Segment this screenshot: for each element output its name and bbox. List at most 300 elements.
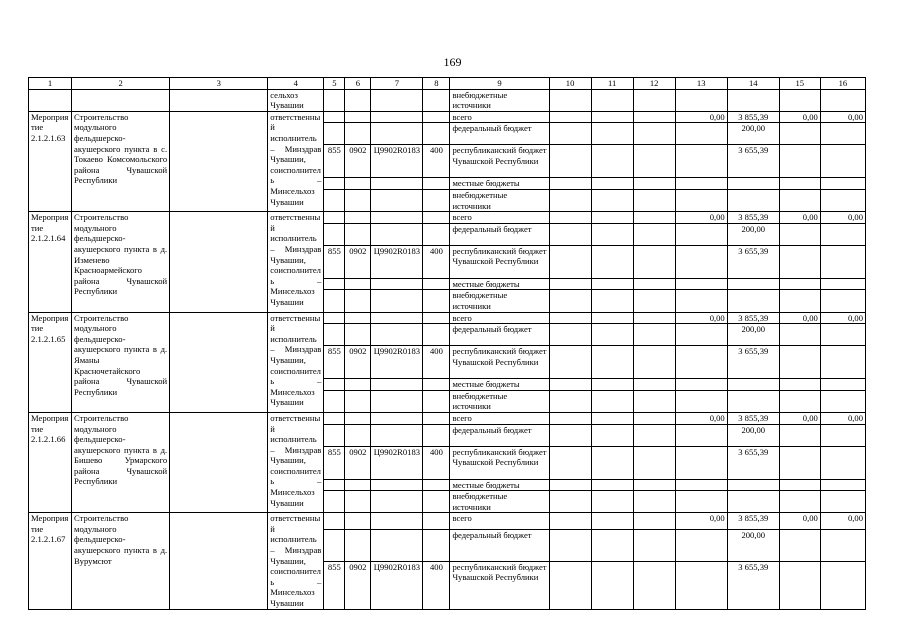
source-cell: республиканский бюджет Чувашской Республики bbox=[450, 561, 549, 609]
grbs-cell bbox=[324, 290, 345, 312]
csr-cell bbox=[371, 379, 423, 391]
value-cell bbox=[675, 123, 727, 145]
table-cell bbox=[675, 89, 727, 111]
column-number-cell: 16 bbox=[820, 78, 865, 90]
grbs-cell bbox=[324, 123, 345, 145]
value-cell bbox=[675, 424, 727, 446]
grbs-cell bbox=[324, 312, 345, 324]
event-title-cell: Строительство модульного фельдшерско-акушерского пункта в д. Вурумсют bbox=[72, 513, 170, 609]
table-row bbox=[29, 513, 866, 530]
vr-cell bbox=[423, 212, 450, 224]
value-cell: 0,00 bbox=[675, 111, 727, 123]
source-cell: внебюджетные источники bbox=[450, 290, 549, 312]
value-cell bbox=[675, 178, 727, 190]
value-cell bbox=[779, 189, 820, 211]
value-cell bbox=[727, 379, 779, 391]
table-cell bbox=[591, 145, 633, 178]
table-cell bbox=[633, 412, 675, 424]
rz-cell bbox=[345, 424, 371, 446]
source-cell: всего bbox=[450, 412, 549, 424]
value-cell: 3 855,39 bbox=[727, 513, 779, 530]
rz-cell bbox=[345, 324, 371, 346]
table-cell bbox=[591, 479, 633, 491]
value-cell bbox=[727, 290, 779, 312]
table-cell bbox=[549, 379, 591, 391]
value-cell bbox=[779, 123, 820, 145]
grbs-cell bbox=[324, 189, 345, 211]
table-cell bbox=[591, 123, 633, 145]
value-cell bbox=[779, 324, 820, 346]
table-cell bbox=[170, 212, 268, 312]
source-cell: республиканский бюджет Чувашской Республики bbox=[450, 245, 549, 278]
table-cell bbox=[324, 89, 345, 111]
value-cell bbox=[779, 446, 820, 479]
table-cell bbox=[633, 312, 675, 324]
table-cell bbox=[423, 89, 450, 111]
value-cell: 200,00 bbox=[727, 324, 779, 346]
table-cell bbox=[170, 111, 268, 211]
value-cell bbox=[675, 145, 727, 178]
grbs-cell bbox=[324, 424, 345, 446]
rz-cell: 0902 bbox=[345, 245, 371, 278]
value-cell bbox=[675, 491, 727, 513]
value-cell bbox=[820, 379, 865, 391]
value-cell bbox=[727, 189, 779, 211]
event-title-cell: Строительство модульного фельдшерско-акушерского пункта в д. Бишево Урмарского района Чувашской Республики bbox=[72, 412, 170, 512]
table-cell bbox=[591, 212, 633, 224]
grbs-cell bbox=[324, 223, 345, 245]
table-cell bbox=[633, 223, 675, 245]
csr-cell bbox=[371, 513, 423, 530]
source-cell: республиканский бюджет Чувашской Республики bbox=[450, 145, 549, 178]
value-cell bbox=[675, 530, 727, 562]
event-title-cell: Строительство модульного фельдшерско-акушерского пункта в с. Токаево Комсомольского района Чувашской Республики bbox=[72, 111, 170, 211]
value-cell bbox=[779, 245, 820, 278]
grbs-cell: 855 bbox=[324, 446, 345, 479]
page-number: 169 bbox=[443, 55, 462, 69]
table-cell bbox=[549, 223, 591, 245]
executor-cell: ответственный исполнитель – Минздрав Чувашии, соисполнитель – Минсельхоз Чувашии bbox=[268, 412, 324, 512]
grbs-cell bbox=[324, 278, 345, 290]
table-cell bbox=[633, 324, 675, 346]
table-cell bbox=[633, 290, 675, 312]
value-cell bbox=[820, 446, 865, 479]
vr-cell bbox=[423, 390, 450, 412]
value-cell bbox=[675, 379, 727, 391]
table-cell bbox=[591, 390, 633, 412]
value-cell: 0,00 bbox=[779, 312, 820, 324]
value-cell bbox=[675, 290, 727, 312]
column-number-cell: 15 bbox=[779, 78, 820, 90]
event-code-cell: Мероприятие 2.1.2.1.63 bbox=[29, 111, 72, 211]
rz-cell: 0902 bbox=[345, 346, 371, 379]
table-cell bbox=[633, 479, 675, 491]
vr-cell bbox=[423, 178, 450, 190]
table-cell bbox=[591, 446, 633, 479]
event-code-cell: Мероприятие 2.1.2.1.64 bbox=[29, 212, 72, 312]
value-cell bbox=[820, 324, 865, 346]
vr-cell bbox=[423, 278, 450, 290]
table-cell bbox=[633, 390, 675, 412]
table-cell bbox=[29, 89, 72, 111]
table-cell bbox=[591, 178, 633, 190]
value-cell bbox=[820, 178, 865, 190]
value-cell bbox=[675, 223, 727, 245]
value-cell bbox=[675, 561, 727, 609]
table-cell bbox=[633, 245, 675, 278]
csr-cell bbox=[371, 189, 423, 211]
grbs-cell bbox=[324, 178, 345, 190]
csr-cell: Ц9902R0183 bbox=[371, 245, 423, 278]
csr-cell bbox=[371, 491, 423, 513]
value-cell bbox=[820, 479, 865, 491]
table-cell bbox=[591, 189, 633, 211]
table-cell bbox=[549, 390, 591, 412]
table-cell bbox=[549, 123, 591, 145]
event-code-cell: Мероприятие 2.1.2.1.65 bbox=[29, 312, 72, 412]
table-cell bbox=[820, 89, 865, 111]
column-number-cell: 7 bbox=[371, 78, 423, 90]
vr-cell bbox=[423, 324, 450, 346]
column-number-cell: 13 bbox=[675, 78, 727, 90]
rz-cell bbox=[345, 379, 371, 391]
value-cell bbox=[675, 446, 727, 479]
table-cell bbox=[591, 491, 633, 513]
column-number-cell: 1 bbox=[29, 78, 72, 90]
column-number-cell: 10 bbox=[549, 78, 591, 90]
table-cell bbox=[633, 89, 675, 111]
value-cell bbox=[675, 390, 727, 412]
csr-cell bbox=[371, 123, 423, 145]
column-number-cell: 8 bbox=[423, 78, 450, 90]
grbs-cell bbox=[324, 324, 345, 346]
value-cell bbox=[779, 491, 820, 513]
source-cell: местные бюджеты bbox=[450, 379, 549, 391]
vr-cell bbox=[423, 123, 450, 145]
table-cell bbox=[549, 324, 591, 346]
vr-cell bbox=[423, 412, 450, 424]
value-cell bbox=[820, 189, 865, 211]
value-cell bbox=[727, 491, 779, 513]
source-cell: всего bbox=[450, 312, 549, 324]
table-cell bbox=[591, 379, 633, 391]
table-cell bbox=[591, 324, 633, 346]
table-cell bbox=[549, 111, 591, 123]
executor-cell: ответственный исполнитель – Минздрав Чувашии, соисполнитель – Минсельхоз Чувашии bbox=[268, 212, 324, 312]
table-cell bbox=[633, 278, 675, 290]
source-cell: республиканский бюджет Чувашской Республики bbox=[450, 446, 549, 479]
table-cell bbox=[633, 145, 675, 178]
value-cell: 200,00 bbox=[727, 530, 779, 562]
rz-cell bbox=[345, 312, 371, 324]
csr-cell bbox=[371, 178, 423, 190]
table-cell bbox=[591, 278, 633, 290]
vr-cell bbox=[423, 530, 450, 562]
table-cell bbox=[633, 178, 675, 190]
value-cell: 200,00 bbox=[727, 223, 779, 245]
table-cell bbox=[549, 513, 591, 530]
table-cell bbox=[549, 561, 591, 609]
value-cell: 3 855,39 bbox=[727, 412, 779, 424]
table-cell bbox=[549, 290, 591, 312]
grbs-cell bbox=[324, 479, 345, 491]
table-cell bbox=[549, 446, 591, 479]
value-cell: 3 655,39 bbox=[727, 446, 779, 479]
csr-cell bbox=[371, 530, 423, 562]
value-cell: 0,00 bbox=[675, 513, 727, 530]
grbs-cell: 855 bbox=[324, 346, 345, 379]
table-cell bbox=[633, 424, 675, 446]
grbs-cell bbox=[324, 390, 345, 412]
value-cell: 0,00 bbox=[820, 412, 865, 424]
source-cell: федеральный бюджет bbox=[450, 424, 549, 446]
executor-cell: сельхоз Чувашии bbox=[268, 89, 324, 111]
value-cell: 3 655,39 bbox=[727, 145, 779, 178]
grbs-cell bbox=[324, 530, 345, 562]
grbs-cell: 855 bbox=[324, 145, 345, 178]
table-cell bbox=[591, 424, 633, 446]
table-cell bbox=[549, 189, 591, 211]
value-cell: 3 655,39 bbox=[727, 346, 779, 379]
value-cell bbox=[779, 223, 820, 245]
table-cell bbox=[633, 561, 675, 609]
vr-cell bbox=[423, 111, 450, 123]
source-cell: федеральный бюджет bbox=[450, 223, 549, 245]
value-cell bbox=[779, 346, 820, 379]
table-cell bbox=[591, 412, 633, 424]
value-cell bbox=[675, 278, 727, 290]
table-cell bbox=[633, 111, 675, 123]
column-number-cell: 5 bbox=[324, 78, 345, 90]
value-cell: 3 655,39 bbox=[727, 561, 779, 609]
table-cell bbox=[591, 312, 633, 324]
value-cell bbox=[675, 479, 727, 491]
vr-cell: 400 bbox=[423, 145, 450, 178]
csr-cell: Ц9902R0183 bbox=[371, 346, 423, 379]
grbs-cell bbox=[324, 379, 345, 391]
value-cell bbox=[675, 346, 727, 379]
column-number-cell: 6 bbox=[345, 78, 371, 90]
value-cell bbox=[779, 424, 820, 446]
rz-cell bbox=[345, 412, 371, 424]
table-cell bbox=[170, 412, 268, 512]
source-cell: внебюджетные источники bbox=[450, 189, 549, 211]
table-cell bbox=[633, 530, 675, 562]
csr-cell: Ц9902R0183 bbox=[371, 446, 423, 479]
value-cell bbox=[820, 346, 865, 379]
table-cell bbox=[633, 513, 675, 530]
source-cell: федеральный бюджет bbox=[450, 324, 549, 346]
column-number-cell: 12 bbox=[633, 78, 675, 90]
value-cell bbox=[820, 290, 865, 312]
rz-cell bbox=[345, 212, 371, 224]
value-cell bbox=[779, 561, 820, 609]
event-code-cell: Мероприятие 2.1.2.1.66 bbox=[29, 412, 72, 512]
value-cell: 0,00 bbox=[779, 212, 820, 224]
table-cell bbox=[633, 212, 675, 224]
value-cell: 0,00 bbox=[779, 111, 820, 123]
table-row bbox=[29, 412, 866, 424]
rz-cell bbox=[345, 123, 371, 145]
table-cell bbox=[549, 530, 591, 562]
csr-cell: Ц9902R0183 bbox=[371, 561, 423, 609]
grbs-cell: 855 bbox=[324, 245, 345, 278]
column-number-cell: 14 bbox=[727, 78, 779, 90]
value-cell bbox=[779, 178, 820, 190]
table-cell bbox=[549, 491, 591, 513]
rz-cell bbox=[345, 479, 371, 491]
table-cell bbox=[549, 212, 591, 224]
value-cell: 0,00 bbox=[779, 513, 820, 530]
value-cell bbox=[820, 245, 865, 278]
source-cell: внебюджетные источники bbox=[450, 89, 549, 111]
table-cell bbox=[727, 89, 779, 111]
table-row bbox=[29, 312, 866, 324]
value-cell bbox=[727, 479, 779, 491]
vr-cell bbox=[423, 513, 450, 530]
table-cell bbox=[549, 278, 591, 290]
event-code-cell: Мероприятие 2.1.2.1.67 bbox=[29, 513, 72, 609]
value-cell: 200,00 bbox=[727, 424, 779, 446]
table-cell bbox=[170, 89, 268, 111]
source-cell: внебюджетные источники bbox=[450, 390, 549, 412]
source-cell: местные бюджеты bbox=[450, 479, 549, 491]
value-cell bbox=[820, 145, 865, 178]
table-cell bbox=[72, 89, 170, 111]
vr-cell bbox=[423, 479, 450, 491]
rz-cell bbox=[345, 178, 371, 190]
value-cell bbox=[727, 390, 779, 412]
value-cell bbox=[820, 424, 865, 446]
value-cell: 0,00 bbox=[675, 312, 727, 324]
source-cell: федеральный бюджет bbox=[450, 530, 549, 562]
vr-cell: 400 bbox=[423, 245, 450, 278]
value-cell bbox=[779, 145, 820, 178]
table-cell bbox=[549, 145, 591, 178]
value-cell bbox=[820, 278, 865, 290]
table-cell bbox=[549, 89, 591, 111]
csr-cell bbox=[371, 290, 423, 312]
value-cell bbox=[675, 324, 727, 346]
value-cell: 0,00 bbox=[675, 212, 727, 224]
value-cell bbox=[779, 479, 820, 491]
value-cell bbox=[675, 189, 727, 211]
grbs-cell bbox=[324, 491, 345, 513]
table-cell bbox=[633, 446, 675, 479]
continuation-row bbox=[29, 89, 866, 111]
event-title-cell: Строительство модульного фельдшерско-акушерского пункта в д. Яманы Красночетайского района Чувашской Республики bbox=[72, 312, 170, 412]
table-cell bbox=[591, 346, 633, 379]
csr-cell bbox=[371, 111, 423, 123]
table-cell bbox=[549, 412, 591, 424]
rz-cell bbox=[345, 223, 371, 245]
csr-cell: Ц9902R0183 bbox=[371, 145, 423, 178]
table-cell bbox=[549, 178, 591, 190]
value-cell bbox=[820, 561, 865, 609]
table-cell bbox=[549, 424, 591, 446]
rz-cell bbox=[345, 530, 371, 562]
vr-cell: 400 bbox=[423, 446, 450, 479]
grbs-cell: 855 bbox=[324, 561, 345, 609]
executor-cell: ответственный исполнитель – Минздрав Чувашии, соисполнитель – Минсельхоз Чувашии bbox=[268, 513, 324, 609]
source-cell: всего bbox=[450, 111, 549, 123]
table-cell bbox=[591, 111, 633, 123]
budget-table bbox=[28, 77, 866, 610]
table-cell bbox=[591, 89, 633, 111]
source-cell: местные бюджеты bbox=[450, 278, 549, 290]
csr-cell bbox=[371, 278, 423, 290]
column-number-cell: 9 bbox=[450, 78, 549, 90]
value-cell: 0,00 bbox=[675, 412, 727, 424]
value-cell bbox=[779, 278, 820, 290]
rz-cell: 0902 bbox=[345, 145, 371, 178]
value-cell bbox=[675, 245, 727, 278]
column-number-cell: 11 bbox=[591, 78, 633, 90]
event-title-cell: Строительство модульного фельдшерско-акушерского пункта в д. Изменево Красноармейского района Чувашской Республики bbox=[72, 212, 170, 312]
table-cell bbox=[591, 513, 633, 530]
table-cell bbox=[633, 379, 675, 391]
value-cell: 3 855,39 bbox=[727, 212, 779, 224]
csr-cell bbox=[371, 212, 423, 224]
executor-cell: ответственный исполнитель – Минздрав Чувашии, соисполнитель – Минсельхоз Чувашии bbox=[268, 111, 324, 211]
column-number-cell: 4 bbox=[268, 78, 324, 90]
value-cell bbox=[820, 491, 865, 513]
value-cell bbox=[727, 278, 779, 290]
executor-cell: ответственный исполнитель – Минздрав Чувашии, соисполнитель – Минсельхоз Чувашии bbox=[268, 312, 324, 412]
vr-cell bbox=[423, 223, 450, 245]
table-cell bbox=[779, 89, 820, 111]
value-cell bbox=[779, 390, 820, 412]
table-cell bbox=[371, 89, 423, 111]
table-cell bbox=[549, 312, 591, 324]
value-cell: 3 855,39 bbox=[727, 312, 779, 324]
table-cell bbox=[345, 89, 371, 111]
value-cell: 3 855,39 bbox=[727, 111, 779, 123]
vr-cell bbox=[423, 379, 450, 391]
table-cell bbox=[591, 290, 633, 312]
source-cell: федеральный бюджет bbox=[450, 123, 549, 145]
csr-cell bbox=[371, 424, 423, 446]
value-cell: 0,00 bbox=[779, 412, 820, 424]
rz-cell: 0902 bbox=[345, 561, 371, 609]
table-cell bbox=[633, 123, 675, 145]
table-cell bbox=[633, 346, 675, 379]
value-cell bbox=[779, 530, 820, 562]
vr-cell: 400 bbox=[423, 561, 450, 609]
csr-cell bbox=[371, 324, 423, 346]
value-cell bbox=[820, 390, 865, 412]
table-header-row bbox=[29, 78, 866, 90]
value-cell: 0,00 bbox=[820, 513, 865, 530]
vr-cell bbox=[423, 312, 450, 324]
table-cell bbox=[633, 189, 675, 211]
value-cell bbox=[820, 123, 865, 145]
table-cell bbox=[591, 561, 633, 609]
source-cell: республиканский бюджет Чувашской Республики bbox=[450, 346, 549, 379]
table-cell bbox=[591, 245, 633, 278]
value-cell: 0,00 bbox=[820, 111, 865, 123]
value-cell bbox=[779, 290, 820, 312]
table-cell bbox=[591, 530, 633, 562]
rz-cell: 0902 bbox=[345, 446, 371, 479]
rz-cell bbox=[345, 278, 371, 290]
value-cell bbox=[820, 223, 865, 245]
column-number-cell: 2 bbox=[72, 78, 170, 90]
table-row bbox=[29, 111, 866, 123]
grbs-cell bbox=[324, 111, 345, 123]
table-cell bbox=[170, 312, 268, 412]
table-cell bbox=[170, 513, 268, 609]
